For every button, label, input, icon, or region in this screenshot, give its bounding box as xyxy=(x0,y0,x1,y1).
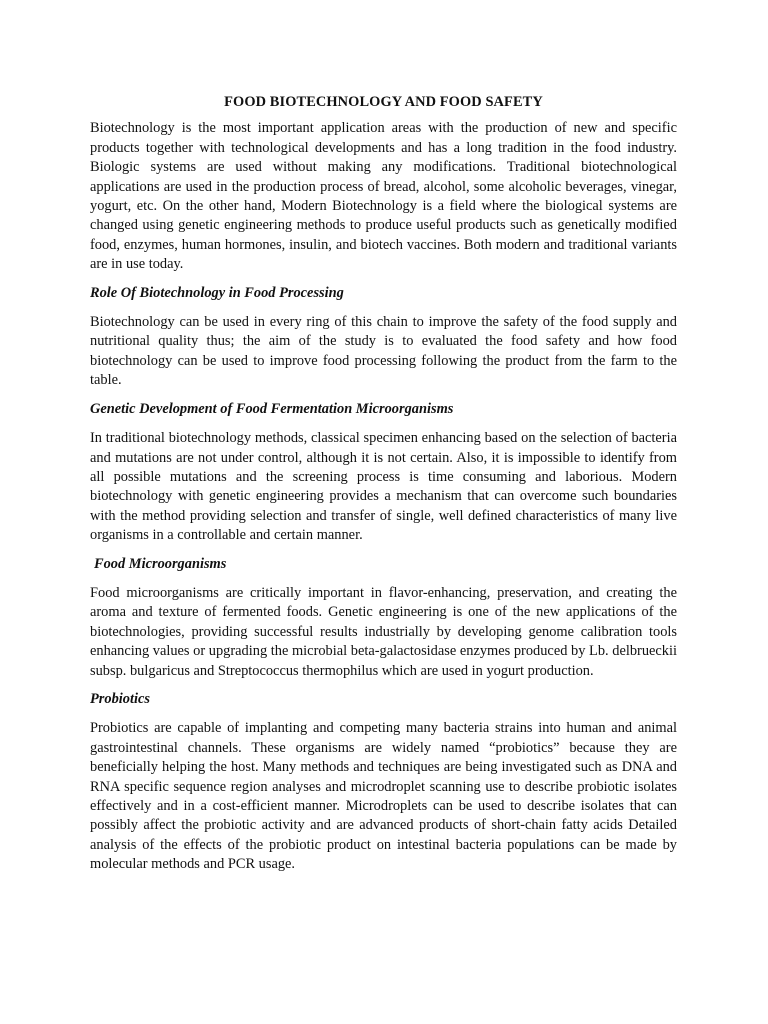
intro-paragraph: Biotechnology is the most important application areas with the production of new and specific products together with technological developments and has a long tradition in the food industry. Biologic systems are used without making any modifications. Traditional biotechnological applications are used in the production process of bread, alcohol, some alcoholic beverages, vinegar, yogurt, etc. On the other hand, Modern Biotechnology is a field where the biological systems are changed using genetic engineering methods to produce useful products such as genetically modified food, enzymes, human hormones, insulin, and biotech vaccines. Both modern and traditional variants are in use today. xyxy=(90,120,677,273)
document-page xyxy=(90,93,677,884)
section-heading-genetic-development: Genetic Development of Food Fermentation Microorganisms xyxy=(90,400,454,417)
section-body-role-of-biotechnology: Biotechnology can be used in every ring of this chain to improve the safety of the food supply and nutritional quality thus; the aim of the study is to evaluated the food safety and how food biotechnology can be used to improve food processing following the product from the farm to the table. xyxy=(90,314,677,389)
section-body-genetic-development: In traditional biotechnology methods, classical specimen enhancing based on the selection of bacteria and mutations are not under control, although it is not certain. Also, it is impossible to identify from all possible mutations and the screening process is time consuming and laborious. Modern biotechnology with genetic engineering provides a mechanism that can overcome such boundaries with the method providing selection and transfer of single, well defined characteristics of many live organisms in a controllable and certain manner. xyxy=(90,430,677,544)
section-heading-role-of-biotechnology: Role Of Biotechnology in Food Processing xyxy=(90,284,344,301)
section-heading-food-microorganisms: Food Microorganisms xyxy=(94,555,227,572)
section-body-food-microorganisms: Food microorganisms are critically important in flavor-enhancing, preservation, and creating the aroma and texture of fermented foods. Genetic engineering is one of the new applications of the biotechnologies, providing successful results industrially by developing genome calibration tools enhancing values or upgrading the microbial beta-galactosidase enzymes produced by Lb. delbrueckii subsp. bulgaricus and Streptococcus thermophilus which are used in yogurt production. xyxy=(90,584,677,679)
section-body-probiotics: Probiotics are capable of implanting and competing many bacteria strains into human and animal gastrointestinal channels. These organisms are widely named “probiotics” because they are beneficially helping the host. Many methods and techniques are being investigated such as DNA and RNA specific sequence region analyses and microdroplet scanning use to describe probiotic isolates effectively and in a cost-efficient manner. Microdroplets can be used to describe isolates that can possibly affect the probiotic activity and are advanced products of short-chain fatty acids Detailed analysis of the effects of the probiotic product on intestinal bacteria populations can be made by molecular methods and PCR usage. xyxy=(90,720,677,873)
section-heading-probiotics: Probiotics xyxy=(90,690,150,707)
document-title: FOOD BIOTECHNOLOGY AND FOOD SAFETY xyxy=(224,94,543,110)
